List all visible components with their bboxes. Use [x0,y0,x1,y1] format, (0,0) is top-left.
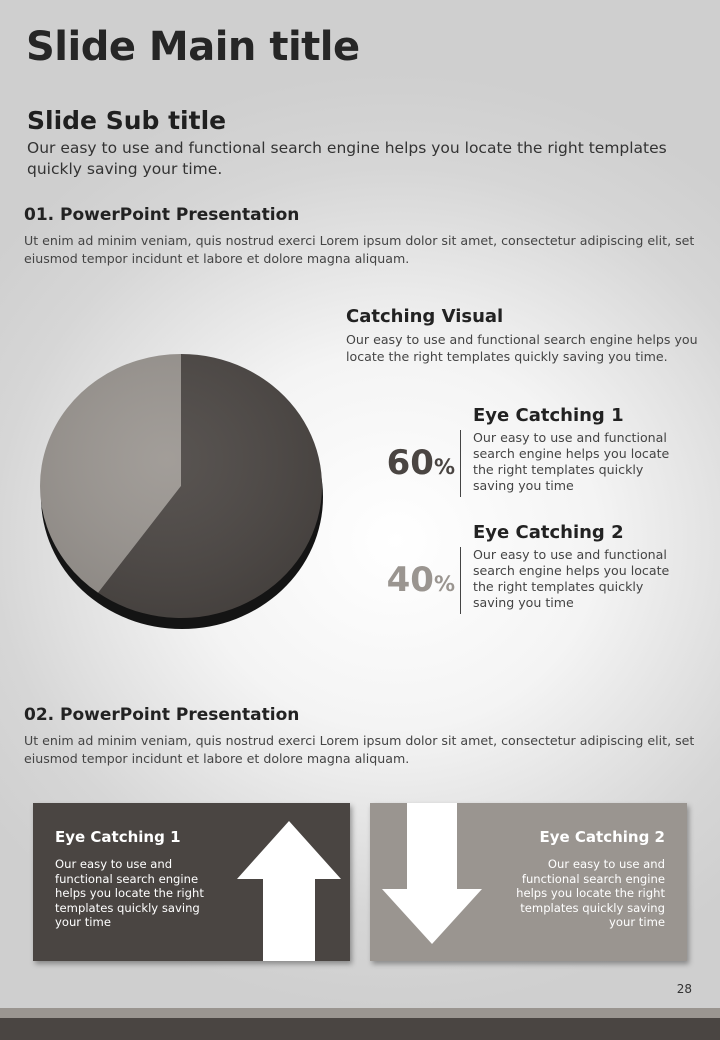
arrow-down-icon [382,803,482,946]
pie-chart [30,345,335,645]
item1-heading: Eye Catching 1 [473,405,624,426]
page-title: Slide Main title [26,24,360,70]
footer-bar-dark [0,1018,720,1040]
item1-description: Our easy to use and functional search engine helps you locate the right templates quickly saving you time [473,430,670,493]
section1-heading: 01. PowerPoint Presentation [24,205,300,225]
item1-divider [460,430,461,497]
item2-divider [460,547,461,614]
item2-description: Our easy to use and functional search engine helps you locate the right templates quickly saving you time [473,547,670,610]
page-number: 28 [676,982,692,996]
box1-description: Our easy to use and functional search engine helps you locate the right templates quickly saving your time [55,857,204,929]
box-eye-catching-2 [370,803,687,961]
section2-heading: 02. PowerPoint Presentation [24,705,300,725]
subtitle-description: Our easy to use and functional search engine helps you locate the right templates quickly saving your time. [27,139,667,178]
arrow-up-icon [237,821,341,961]
catching-visual-description: Our easy to use and functional search engine helps you locate the right templates quickly saving you time. [346,332,698,364]
box2-heading: Eye Catching 2 [539,828,665,846]
box2-description: Our easy to use and functional search engine helps you locate the right templates quickly saving your time [516,857,665,929]
box1-heading: Eye Catching 1 [55,828,181,846]
item2-percent: 40% [386,560,455,600]
footer-bar-light [0,1008,720,1018]
item1-percent: 60% [386,443,455,483]
catching-visual-heading: Catching Visual [346,306,504,327]
section1-body: Ut enim ad minim veniam, quis nostrud exerci Lorem ipsum dolor sit amet, consectetur adipiscing elit, set eiusmod tempor incidunt et labore et dolore magna aliquam. [24,233,695,266]
box-eye-catching-1 [33,803,350,961]
slide-subtitle: Slide Sub title [27,106,227,135]
section2-body: Ut enim ad minim veniam, quis nostrud exerci Lorem ipsum dolor sit amet, consectetur adipiscing elit, set eiusmod tempor incidunt et labore et dolore magna aliquam. [24,733,695,766]
item2-heading: Eye Catching 2 [473,522,624,543]
